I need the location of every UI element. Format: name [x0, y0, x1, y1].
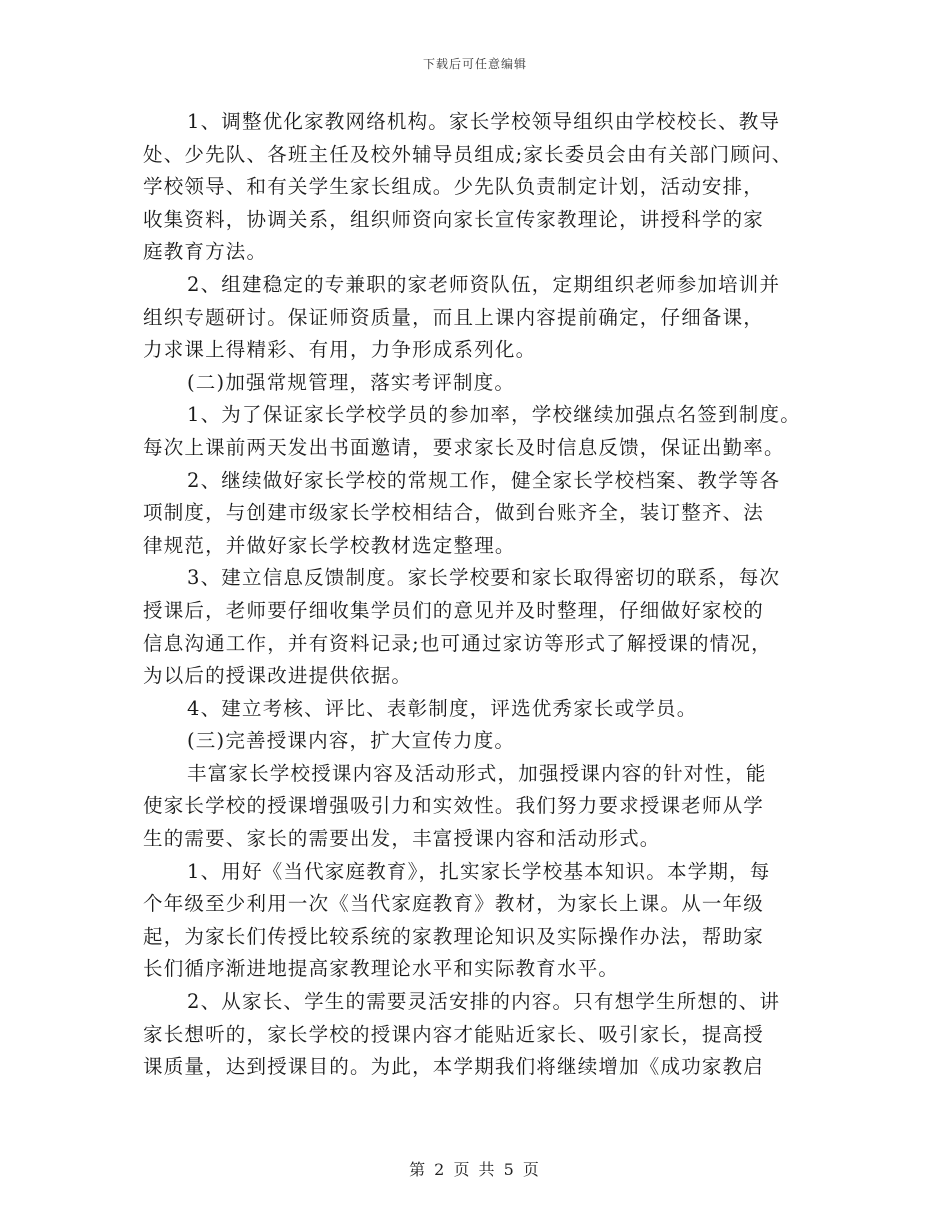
text-line: 2、从家长、学生的需要灵活安排的内容。只有想学生所想的、讲 — [187, 990, 781, 1014]
text-line: 4、建立考核、评比、表彰制度，评选优秀家长或学员。 — [187, 696, 698, 720]
text-line: 收集资料，协调关系，组织师资向家长宣传家教理论，讲授科学的家 — [143, 207, 765, 231]
text-line: 2、组建稳定的专兼职的家老师资队伍，定期组织老师参加培训并 — [187, 272, 781, 296]
text-line: 1、用好《当代家庭教育》，扎实家长学校基本知识。本学期，每 — [187, 859, 771, 883]
document-body — [143, 106, 813, 1084]
text-line: 项制度，与创建市级家长学校相结合，做到台账齐全，装订整齐、法 — [143, 501, 765, 525]
text-line: 3、建立信息反馈制度。家长学校要和家长取得密切的联系，每次 — [187, 566, 781, 590]
text-line: 1、为了保证家长学校学员的参加率，学校继续加强点名签到制度。 — [187, 403, 801, 427]
text-line: 课质量，达到授课目的。为此，本学期我们将继续增加《成功家教启 — [143, 1055, 765, 1079]
text-line: 长们循序渐进地提高家教理论水平和实际教育水平。 — [143, 957, 620, 981]
text-line: 丰富家长学校授课内容及活动形式，加强授课内容的针对性，能 — [187, 761, 767, 785]
text-line: 生的需要、家长的需要出发，丰富授课内容和活动形式。 — [143, 827, 661, 851]
text-line: 家长想听的，家长学校的授课内容才能贴近家长、吸引家长，提高授 — [143, 1022, 765, 1046]
text-line: 为以后的授课改进提供依据。 — [143, 664, 413, 688]
text-line: 使家长学校的授课增强吸引力和实效性。我们努力要求授课老师从学 — [143, 794, 765, 818]
text-line: 学校领导、和有关学生家长组成。少先队负责制定计划，活动安排， — [143, 175, 765, 199]
text-line: 起，为家长们传授比较系统的家教理论知识及实际操作办法，帮助家 — [143, 924, 765, 948]
text-line: 个年级至少利用一次《当代家庭教育》教材，为家长上课。从一年级 — [143, 892, 765, 916]
text-line: 律规范，并做好家长学校教材选定整理。 — [143, 533, 516, 557]
text-line: 1、调整优化家教网络机构。家长学校领导组织由学校校长、教导 — [187, 110, 781, 133]
text-line: 力求课上得精彩、有用，力争形成系列化。 — [143, 338, 537, 362]
text-line: (二)加强常规管理，落实考评制度。 — [187, 370, 516, 394]
text-line: 每次上课前两天发出书面邀请，要求家长及时信息反馈，保证出勤率。 — [143, 435, 785, 459]
text-line: 组织专题研讨。保证师资质量，而且上课内容提前确定，仔细备课， — [143, 305, 765, 329]
text-line: 2、继续做好家长学校的常规工作，健全家长学校档案、教学等各 — [187, 468, 781, 492]
page-header: 下载后可任意编辑 — [422, 57, 527, 71]
text-line: 庭教育方法。 — [143, 240, 268, 264]
page-number-footer: 第 2 页 共 5 页 — [409, 1160, 541, 1179]
text-line: 授课后，老师要仔细收集学员们的意见并及时整理，仔细做好家校的 — [143, 598, 765, 622]
text-line: (三)完善授课内容，扩大宣传力度。 — [187, 729, 516, 753]
text-line: 处、少先队、各班主任及校外辅导员组成;家长委员会由有关部门顾问、 — [143, 142, 793, 166]
text-line: 信息沟通工作，并有资料记录;也可通过家访等形式了解授课的情况， — [143, 631, 772, 655]
